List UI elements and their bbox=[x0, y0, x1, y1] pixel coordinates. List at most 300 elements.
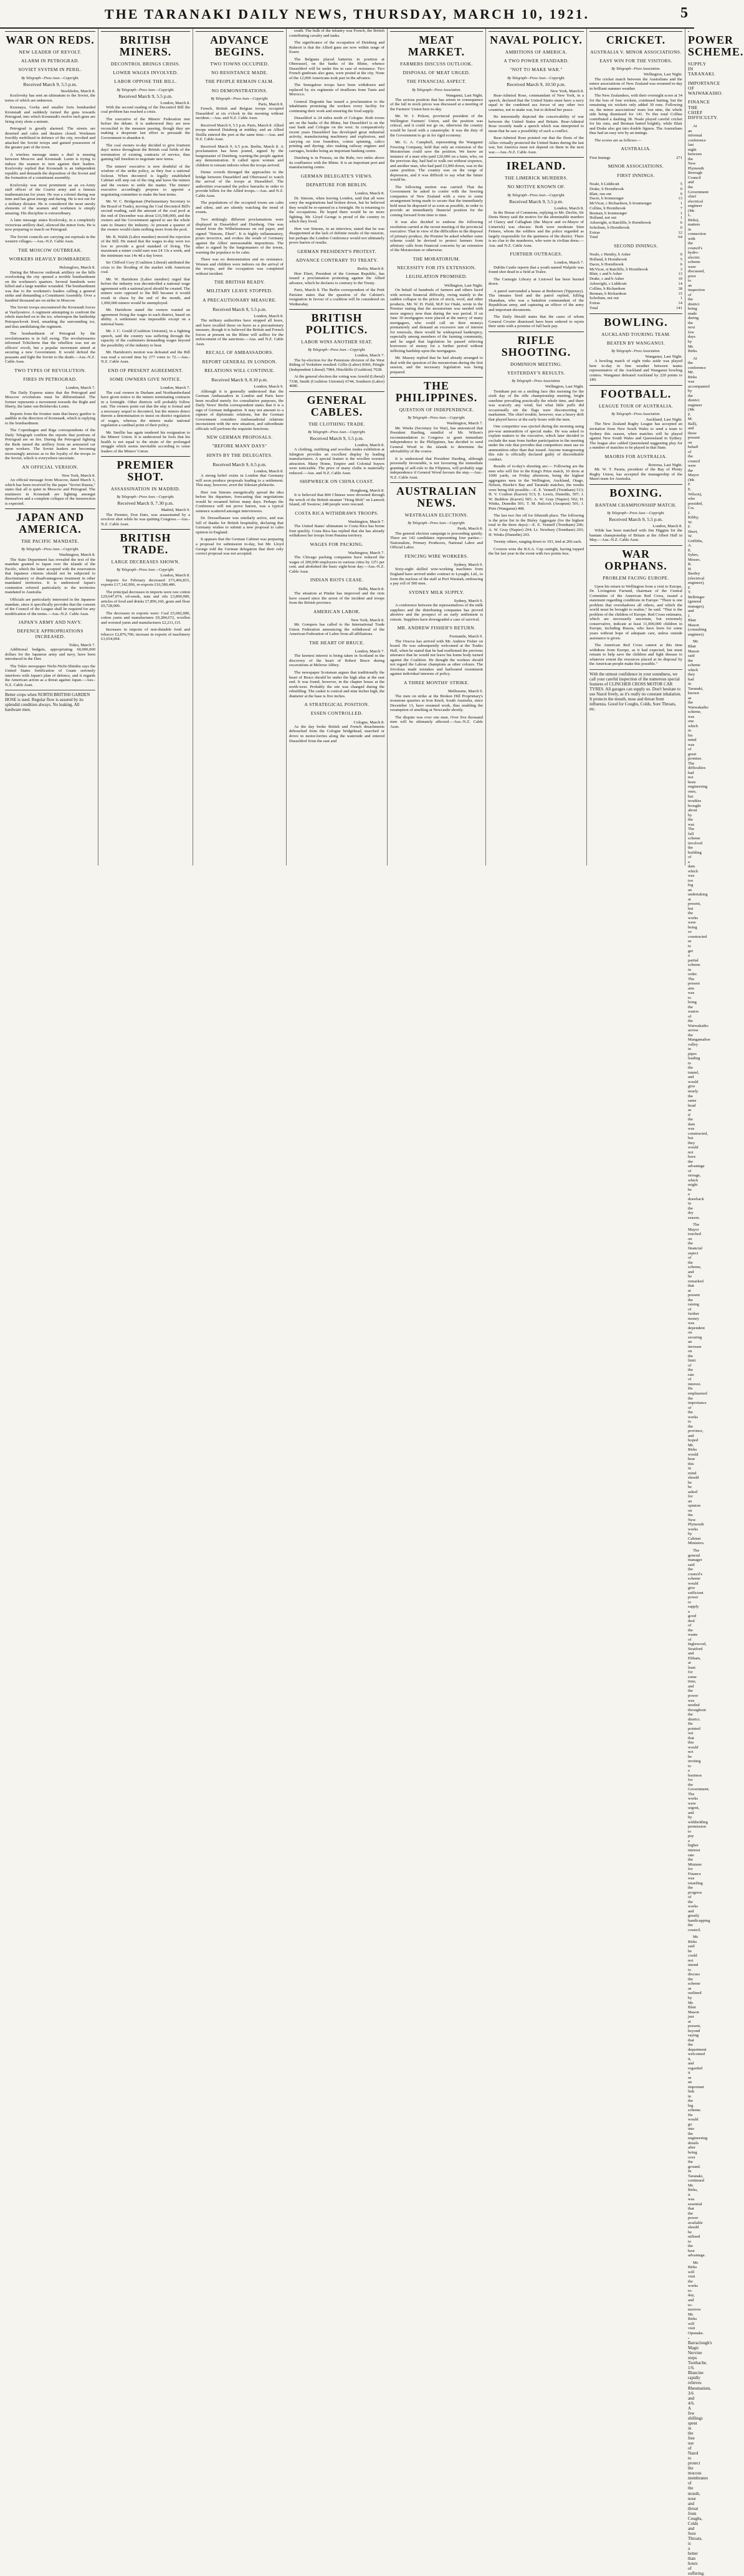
body-paragraph: A strong belief exists in London that Germany will soon produce proposals leading to a settlement. This may, however, avert the Silesian plebiscite. bbox=[196, 474, 284, 488]
dateline: New York, March 8. bbox=[62, 473, 95, 478]
body-paragraph: Mr. W. C. Bridgeman (Parliamentary Secretary to the Board of Trade), moving the Coal Decontrol Bill's second reading, said the amount of the coal pool at the end of December was about £16,500,000, and the owners and the Government agreed to use the whole sum to finance the industry. At present a quarter of the owners would claim nothing more from the pool. bbox=[101, 199, 190, 232]
score-row bbox=[589, 262, 682, 267]
body-paragraph: Mr. J. C. Gould (Coalition Unionist), in a fighting speech, said the country was suffering through the rapacity of the coalminers demanding wages beyond the possibility of the industry to bear. bbox=[101, 329, 190, 348]
runs: 1 bbox=[680, 201, 682, 206]
body-paragraph: Mr. Gompers has called to the International Trade Union Federation announcing the withdrawal of the American Federation of Labor from all affiliations. bbox=[289, 623, 384, 637]
body-paragraph: The Tokio newspaper Nichi-Nichi-Shimbu says the United States fortification of Guam seriously interferes with Japan's plan of defence, and it regards the American action as a threat against Japan.—Aus.-N.Z. Cable Assn. bbox=[5, 664, 95, 687]
article-subheading: THE HEART OF BRUCE. bbox=[309, 639, 365, 646]
dateline: London, March 7. bbox=[355, 353, 384, 358]
body-paragraph: Mr. W. T. Parata, president of the Bay of Plenty Rugby Union, has accepted the managership of the Maori team for Australia. bbox=[589, 467, 682, 482]
article-subheading: EASY WIN FOR THE VISITORS. bbox=[599, 58, 672, 64]
article-subheading: QUESTION OF INDEPENDENCE. bbox=[399, 407, 474, 413]
article bbox=[589, 484, 682, 543]
dateline: London, March 8. bbox=[355, 442, 384, 447]
headline-rule bbox=[289, 309, 384, 310]
article-subheading: WESTRALIAN ELECTIONS. bbox=[404, 512, 469, 518]
article bbox=[196, 280, 284, 346]
runs: 5 bbox=[680, 181, 682, 186]
body-paragraph: Trentham put on a smiling face this morning for the sixth day of the rifle championship meeting, bright sunshine prevailing practically the whole time, and there was scarcely any wind, but what little puffs did occasionally stir the flags were disconcerting to marksmen. The chief trouble, however, was a heavy drift that played havoc at the early hours with the men. bbox=[489, 389, 584, 422]
article bbox=[101, 368, 190, 454]
article-subheading: REPORT GENERAL IN LONDON. bbox=[202, 358, 277, 365]
article bbox=[390, 680, 483, 729]
body-paragraph: Mr. Birks will visit the works to-day, and to-morrow Mr. Birks will visit Opunake. bbox=[688, 2260, 704, 2335]
byline: By Telegraph—Press Assn.—Copyright. bbox=[408, 522, 465, 526]
article-subheading: AUSTRALIA V. MINOR ASSOCIATIONS. bbox=[590, 49, 682, 55]
score-row bbox=[589, 292, 682, 297]
body-paragraph: The Soviet troops encountered the Kronstadt forces at Vasilyostrov. A regiment attempting to confront the rebels marched on to the ice, whereupon the battleship Petropavlovsk fired, smashing the surrounding ice, and thus annihilating the regiment. bbox=[5, 305, 95, 329]
article-headline: PREMIER SHOT. bbox=[117, 459, 174, 484]
dateline: Paris, March 8. bbox=[258, 102, 284, 107]
body-paragraph: Croxton wins the B.S.A. Cup outright, having topped the list last year in the event with two points less. bbox=[489, 546, 584, 556]
body-paragraph: Mr. Smillie has again tendered his resignation to the Miners' Union. It is understood he feels that his health is not equal to the strain of the prolonged struggle which seems inevitable according to some leaders of the Miners' Union. bbox=[101, 430, 190, 454]
article-headline: BRITISH POLITICS. bbox=[305, 312, 368, 336]
runs: 14 bbox=[678, 282, 682, 287]
article-subheading: GERMAN DELEGATE'S VIEWS. bbox=[300, 173, 373, 179]
article-headline: NAVAL POLICY. bbox=[490, 34, 583, 46]
runs: 14 bbox=[678, 301, 682, 306]
article bbox=[589, 454, 682, 482]
column-2 bbox=[98, 29, 193, 866]
article-subheading: NEW GERMAN PROPOSALS. bbox=[206, 434, 273, 441]
article-subheading: ASSASSINATION IN MADRID. bbox=[110, 486, 181, 492]
headline-rule bbox=[101, 529, 190, 530]
byline: By Telegraph—Press Assn.—Copyright. bbox=[507, 76, 565, 80]
body-paragraph: Wilde has been matched with Jim Higgins for the bantam championship of Britain at the Albert Hall in May.—Aus.-N.Z. Cable Assn. bbox=[589, 528, 682, 543]
body-paragraph: Upon his return to Wellington from a visit to Europe, Dr. Livingston Farrand, chairman of the Central Committee of the American Red Cross, issued a statement regarding conditions in Europe: "There is one problem that overshadows all others, and which the world must be brought to realise," he said. "That is the problem of the children of Europe. Red Cross estimates, which are necessarily uncertain, but extremely conservative, indicate at least 11,000,000 children in Europe, including Russia, who have been for some years without hope of adequate care, unless outside assistance is given. bbox=[589, 584, 682, 641]
article-subheading: LABOR OPPOSE THE BILL. bbox=[114, 79, 177, 85]
article-subheading: FINANCE THE CHIEF DIFFICULTY. bbox=[688, 99, 718, 121]
article-subheading: DEFENCE APPROPRIATIONS INCREASED. bbox=[17, 628, 83, 639]
score-row bbox=[589, 272, 682, 277]
article-headline: BOXING. bbox=[609, 486, 662, 499]
article-headline: WAR ON REDS. bbox=[6, 34, 95, 46]
dateline: Stockholm, March 8. bbox=[60, 88, 95, 93]
body-paragraph: Mr. Massey replied that he had already arranged to deal with the question of the moratorium during the first session, and the necessary legislation was being prepared. bbox=[390, 356, 483, 374]
batsman: Neale, b Liddicutt bbox=[589, 181, 619, 186]
body-paragraph: One competitor was ejected during the morning using pre-war ammunition of special make. He was asked to explain matters to the executive, which later decided to exclude the man from further participation in the meeting under the rule that provides that competitors must use no ammunition other than that issued. Anyone transgressing this rule is officially declared guilty of discreditable conduct. bbox=[489, 424, 584, 462]
body-paragraph: There was no demonstration and no resistance. Women and children were indoors on the arrival of the troops, and the occupation was completed without incident. bbox=[196, 257, 284, 276]
article-subheading: THE FINANCIAL ASPECT. bbox=[406, 79, 467, 85]
body-paragraph: A wireless message states a duel is ensuing between Moscow and Kronstadt. Lenin is trying to induce the seamen to turn against their leaders. Kozlovsky replied that Kronstadt is an independent republic and demands the deposition of the Soviet and the formation of a constituent assembly. bbox=[5, 152, 95, 181]
dateline: Auckland, Last Night. bbox=[646, 417, 682, 422]
score-heading: MINOR ASSOCIATIONS. bbox=[608, 163, 664, 169]
runs: 0 bbox=[680, 186, 682, 191]
article bbox=[289, 249, 384, 307]
article-subheading: LABOR WINS ANOTHER SEAT. bbox=[301, 339, 373, 345]
body-paragraph: The miners' executive is now doubtful of the wisdom of the strike policy, as they fear a national lockout. When decontrol is legally established Cabinet will step out of the ring and leave the miners and the owners to settle the matter. The miners' executive accordingly propose to appoint a negotiating committee to make the best terms. bbox=[101, 164, 190, 197]
article-subheading: THE BRITISH READY. bbox=[214, 279, 265, 285]
body-paragraph: The executive of the Miners' Federation met before the debate. It is understood they are now reconciled to the measure passing, though they are making a desperate last effort to persuade the Government to abandon it. bbox=[101, 117, 190, 140]
article bbox=[589, 669, 682, 712]
byline: By Telegraph—Press Assn.—Copyright. bbox=[408, 416, 465, 421]
article-headline: MEAT MARKET. bbox=[408, 34, 465, 58]
batsman: Collins, b Richardson bbox=[589, 286, 626, 291]
article-subheading: THE MORATORIUM. bbox=[413, 255, 460, 262]
byline: By Telegraph—Press Assn.—Copyright. bbox=[507, 193, 565, 198]
body-paragraph: Increases in imports of non-dutiable food and tobacco £2,876,706; increase in exports of machinery £3,654,094. bbox=[101, 627, 190, 642]
batsman: Arkwright, st Ratcliffe, b Hornibrook bbox=[589, 221, 651, 226]
body-paragraph: Sixty-eight skilled wire-working machines from England have arrived under contract to Lysaght, Ltd., to form the nucleus of the staff at Port Waratah, embracing a pay roll of 500 men. bbox=[390, 567, 483, 586]
batsman: First Innings bbox=[589, 155, 611, 160]
body-paragraph: Dense crowds thronged the approaches to the bridge between Dusseldorf and Oberrassel to watch the arrival of the troops at Dusseldorf. The authorities evacuated the police barracks in order to provide billets for the Allied troops.—Aus. and N.Z. Cable Assn. bbox=[196, 170, 284, 198]
batsman: Holland, b Hornibrook bbox=[589, 257, 627, 262]
byline: By Telegraph—Press Assn.—Copyright. bbox=[607, 511, 665, 515]
article-subheading: DECONTROL BRINGS CRISIS. bbox=[110, 60, 181, 67]
article-subheading: JAPAN'S ARMY AND NAVY. bbox=[18, 619, 82, 626]
article-subheading: ALARM IN PETROGRAD. bbox=[21, 58, 80, 64]
body-paragraph: Dr. Simons, when leaving London, said that all were sorry the negotiations had broken down, but he believed they would be re-opened in a fortnight. He is returning to the occupations. He hoped there would be no more fighting. Mr. Lloyd George is proud of the country in which they lived. bbox=[289, 196, 384, 224]
dateline: Sydney, March 9. bbox=[454, 563, 483, 568]
body-paragraph: Two strikingly different proclamations were displayed in Dusseldorf and Duisberg. One was issued from the Wilhelmstrasse on red paper, and signed "Simons, Ebert". It is highly inflammatory, pours invective, and evokes the wrath of Germany against the Allies' unreasonable impositions. The other is signed by the burgomasters of the towns, warning the populace to be calm. bbox=[196, 217, 284, 255]
article bbox=[589, 313, 682, 383]
received-time: Received March 9, 7.30 p.m. bbox=[117, 500, 174, 507]
article bbox=[390, 590, 483, 623]
body-paragraph: Mr. W. J. Polson, provincial president of the Wellington Farmers' Union, said the position was critical, and it could not go on, otherwise the country would be faced with a catastrophe. It was the duty of the Government to go in for rigid economy. bbox=[390, 114, 483, 138]
article-subheading: FENCING WIRE WORKERS. bbox=[404, 553, 469, 559]
body-paragraph: Duisberg is in Prussia, on the Ruhr, two miles above its confluence with the Rhine. It is an important port and manufacturing centre. bbox=[289, 156, 384, 170]
headline-rule bbox=[5, 508, 95, 509]
byline: By Telegraph—Press Association. bbox=[412, 88, 461, 92]
byline: By Telegraph—Press Association. bbox=[611, 413, 661, 417]
article-subheading: FARMERS DISCUSS OUTLOOK. bbox=[400, 60, 473, 67]
byline: By Telegraph—Press Assn.—Copyright. bbox=[117, 495, 174, 500]
article-headline: CRICKET. bbox=[606, 34, 666, 46]
body-paragraph: A patrol surrounded a house at Redstown (Tipperary). The inmates fired and the patrol replied, killing Shanahan, who was a battalion commandant of the Republican army, and capturing an officer of the army and important documents. bbox=[489, 289, 584, 312]
article-subheading: FIRES IN PETROGRAD. bbox=[23, 376, 77, 382]
article-subheading: "BEFORE MANY DAYS" bbox=[212, 443, 267, 449]
article bbox=[5, 620, 95, 687]
body-paragraph: At the conference Mr. Birks was accompanied by the district engineer (Mr. F. M. Ball), and those present on behalf of the council were the Mayor (Mr. F. E. Wilson), who presided, Crs. J. Kibby, W. F. Short, W. Griffiths, A. E. Sykes, Messrs. R. H. Bartley (electrical engineer), F. T. Bellringer (general manager), and J. Blair Mason (consulting engineer). bbox=[688, 356, 710, 637]
article-subheading: A PRECAUTIONARY MEASURE. bbox=[203, 297, 277, 303]
score-row bbox=[589, 277, 682, 282]
article bbox=[489, 252, 584, 329]
article bbox=[289, 702, 384, 743]
batsman: Blair, c and b Asher bbox=[589, 272, 622, 277]
article-subheading: DISPOSAL OF MEAT URGED. bbox=[403, 70, 470, 76]
article-headline: WAR ORPHANS. bbox=[604, 547, 667, 572]
body-paragraph: A bowling match of eight rinks aside was played here to-day in fine weather between teams representative of the Auckland and Wanganui bowling centres. Wanganui defeated Auckland by 220 points to 180. bbox=[589, 359, 682, 383]
article bbox=[390, 257, 483, 374]
headline-rule bbox=[688, 31, 689, 32]
body-paragraph: The New Zealanders, with their overnight score at 34 for the loss of four wickets, continued batting, but the remaining six wickets only added 30 runs. Following on, the minor associations' team lost nine, the whole side being dismissed for 141. To this total Collins contributed a dashing 38. Neale played careful cricket for his runs, and Berman batted brightly, while Blair and Drake also got into double figures. The Australians thus had an easy win by an innings. bbox=[589, 93, 682, 136]
dateline: Wanganui, Last Night. bbox=[645, 355, 682, 359]
article bbox=[196, 350, 284, 431]
body-paragraph: The Daily Herald states that the cases of whom General Crozier dismissed have been ordered to rejoin their units with a promise of full back pay. bbox=[489, 315, 584, 329]
article-headline: GENERAL CABLES. bbox=[307, 393, 367, 418]
article bbox=[289, 641, 384, 699]
headline-rule bbox=[589, 385, 682, 386]
column-6 bbox=[486, 29, 587, 866]
dateline: Wanganui, Last Night. bbox=[446, 93, 483, 98]
batsman: Blair, run out bbox=[589, 191, 612, 196]
runs: 12 bbox=[678, 230, 682, 235]
body-paragraph: It is understood that President Harding, although personally favourable, is not favouring the immediate granting of self-rule to the Filipinos, will probably urge independence if General Wood favours the step.—Aus.-N.Z. Cable Assn. bbox=[390, 456, 483, 480]
body-paragraph: Mr. Hartshorn's motion was defeated and the Bill was read a second time by 277 votes to 72.—Aus.-N.Z. Cable Assn. bbox=[101, 350, 190, 365]
body-paragraph: He interestedly depicted the conceivability of war between the United States and Britain. Rear-Admiral Rose recently made a speech which was interpreted to mean that he saw a possibility of such a conflict. bbox=[489, 115, 584, 133]
article bbox=[390, 554, 483, 586]
dateline: Rotorua, Last Night. bbox=[648, 462, 682, 467]
dateline: London, March 7. bbox=[65, 386, 95, 391]
column-4 bbox=[287, 29, 388, 866]
received-time: Received March 9, 5.5 p.m. bbox=[212, 306, 267, 312]
column-7 bbox=[587, 29, 685, 866]
batsman: Berman, b Ironmonger bbox=[589, 211, 627, 216]
dateline: Helsingfors, March 8. bbox=[59, 265, 95, 270]
score-row bbox=[589, 282, 682, 287]
runs: 6 bbox=[680, 221, 682, 226]
byline: By Telegraph—Press Assn.—Copyright. bbox=[117, 88, 174, 92]
dateline: New York, March 8. bbox=[550, 88, 584, 93]
article-headline: POWER SCHEME. bbox=[688, 34, 744, 58]
dateline: London, March 7. bbox=[554, 260, 584, 265]
article bbox=[289, 578, 384, 605]
article-subheading: MR. ANDREW FISHER'S RETURN. bbox=[397, 625, 476, 631]
article-subheading: TWO TYPES OF REVOLUTION. bbox=[14, 367, 86, 373]
advertisement: With the utmost confidence in your soundness, we call your careful inspection of the numerous special features of CLINCHER CROSS MOTOR CAR TYRES. All garages can supply us. Don't hesitate to use Nazol freely, as it's really no constant inhalation. It protects the mouth, nose and throat from influenza. Good for Coughs, Colds, Sore Throats, etc. bbox=[589, 669, 682, 712]
dateline: Wellington, Last Night. bbox=[643, 72, 682, 77]
article-headline: RIFLE SHOOTING. bbox=[501, 333, 571, 358]
article bbox=[489, 157, 584, 248]
byline: By Telegraph—Press Assn.—Copyright. bbox=[308, 348, 366, 353]
body-paragraph: The dispute was over one man. Over five thousand men will be ultimately affected.—Aus.-N.Z. Cable Assn. bbox=[390, 715, 483, 729]
article bbox=[390, 31, 483, 253]
article-subheading: A THREE MONTHS' STRIKE. bbox=[403, 679, 469, 685]
body-paragraph: Petrograd is greatly alarmed. The streets are deserted and cafes and theatres closed. Workmen forcibly mobilised in defence of the city, revolted and attacked the Soviet troops and gained possession of the greater part of the town. bbox=[5, 126, 95, 150]
runs: 15 bbox=[678, 291, 682, 296]
article-subheading: SYDNEY MILK SUPPLY. bbox=[409, 589, 464, 595]
body-paragraph: The Chicago packing companies have reduced the wages of 200,000 employees in various cities by 12½ per cent. and abolished the basic eight-hour day.—Aus.-N.Z. Cable Assn. bbox=[289, 555, 384, 574]
batsman: Scholium, b Hornibrook bbox=[589, 225, 630, 230]
article-subheading: NO RESISTANCE MADE. bbox=[211, 70, 268, 76]
score-row bbox=[589, 206, 682, 211]
body-paragraph: It is believed that 800 Chinese were drowned through the wreck of the British steamer "Hong Moh" on Lamock Island, off Swatow; 248 people were rescued. bbox=[289, 493, 384, 507]
dateline: Delhi, March 8. bbox=[358, 586, 384, 591]
body-paragraph: south. The bulk of the infantry was French, the British contributing cavalry and tanks. bbox=[289, 29, 384, 38]
received-time: Received March 9, 5.5 p.m. bbox=[23, 81, 77, 87]
scorecard bbox=[589, 182, 682, 240]
dateline: London, March 7. bbox=[160, 386, 190, 391]
score-subheading: FIRST INNINGS. bbox=[617, 172, 655, 178]
article bbox=[5, 368, 95, 461]
body-paragraph: Mr. Blair Mason said the scheme which they had in Taranaki, known as the Waiwakaiho scheme, was one which in his mind was of great promise. The difficulties had not been engineering ones, but troubles brought about by the war. The full scheme involved the building of a dam which was too big an undertaking at present, but the works were being so constructed as to get a partial scheme in order. The present aim was to bring the waters of the Waiwakaiho across the Mangamahoe valley in pipes leading to the tunnel, and would give nearly the same head as if the dam was constructed, but they would not have the advantage of storage, which might be a drawback in the dry season. bbox=[688, 639, 710, 1220]
runs: 6 bbox=[680, 262, 682, 267]
dateline: Perth, March 8. bbox=[457, 527, 483, 532]
column-1 bbox=[2, 29, 98, 866]
headline-rule bbox=[390, 377, 483, 378]
body-paragraph: The last two fire off for fifteenth place. The following is the prize list in the Bisley Aggregate (for the highest total in the three days):—E. E. Vennell (Trentham) 206; A. W. Gray (Napier) 204; Lt. Newbury (Trentham) 203; H. Winks (Dunedin) 203. bbox=[489, 513, 584, 537]
article-subheading: MAORIS FOR AUSTRALIA. bbox=[604, 453, 667, 459]
article bbox=[289, 309, 384, 389]
article bbox=[289, 542, 384, 575]
received-time: Received March 9, 10.50 p.m. bbox=[507, 81, 566, 87]
body-paragraph: With the second reading of the Decontrol Bill the coal problem has reached a crisis. bbox=[101, 105, 190, 115]
dateline: Melbourne, March 9. bbox=[447, 689, 483, 694]
score-heading: AUSTRALIA. bbox=[621, 146, 651, 152]
article-subheading: LOWER WAGES INVOLVED. bbox=[113, 70, 178, 76]
body-paragraph: The decreases in exports were: Coal £5,682,000, cotton yarns and manufactures £9,284,672, woollen and worsted yarns and manufactures £2,211,115. bbox=[101, 611, 190, 625]
runs: 1 bbox=[680, 216, 682, 221]
article-subheading: THE PEOPLE REMAIN CALM. bbox=[205, 79, 274, 85]
runs: 9 bbox=[680, 191, 682, 196]
batsman: Extras bbox=[589, 230, 600, 235]
runs: 38 bbox=[678, 286, 682, 291]
body-paragraph: Dusseldorf is 24 miles north of Cologne. Both towns are on the banks of the Rhine, but Dusseldorf is on the east bank and Cologne on the west. In comparatively recent years Dusseldorf has developed great industrial activity, manufacturing machinery and explosives, and carrying on iron foundries, cotton spinning, calico printing and dyeing; also making railway engines and carriages, besides being an important banking centre. bbox=[289, 116, 384, 153]
article bbox=[101, 31, 190, 365]
headline-rule bbox=[101, 31, 190, 32]
body-paragraph: The American Red Cross cannot at this time withdraw from Europe, as it had expected, but must remain to help save the children and fight disease to whatever extent the resources placed at its disposal by the American people make this possible." bbox=[589, 643, 682, 667]
byline: By Telegraph—Press Association. bbox=[512, 379, 561, 384]
body-paragraph: Mr. Hartshorn stated the owners wanted an agreement fixing the wages in each district, based on ability. A settlement was impossible except on a national basis. bbox=[101, 308, 190, 327]
dateline: Washington, March 8. bbox=[59, 553, 95, 558]
dateline: Washington, March 7. bbox=[446, 421, 483, 426]
score-subheading: SECOND INNINGS. bbox=[614, 243, 658, 249]
article-subheading: AUCKLAND TOURING TEAM. bbox=[601, 331, 671, 337]
body-paragraph: The men on strike at the Broken Hill Proprietary's ironstone quarries at Iron Knob, South Australia, since December 13, have resumed work, thus enabling the resumption of smelting at Newcastle shortly. bbox=[390, 694, 483, 713]
article-subheading: WAGES FOR PACKING. bbox=[310, 541, 364, 547]
article-subheading: HINTS BY THE DELEGATES. bbox=[206, 452, 273, 458]
batsman: Holland, not out bbox=[589, 216, 617, 221]
received-time: Received March 9, 6.5 p.m. bbox=[212, 461, 267, 467]
runs: 141 bbox=[676, 305, 682, 310]
article bbox=[688, 2338, 712, 2576]
article-subheading: PROBLEM FACING EUROPE. bbox=[603, 575, 669, 581]
article-subheading: FURTHER OUTRAGES. bbox=[510, 251, 563, 257]
article-subheading: A TWO POWER STANDARD. bbox=[503, 58, 569, 64]
score-row bbox=[589, 211, 682, 216]
article-subheading: THE MOSCOW OUTBREAK. bbox=[18, 247, 82, 253]
runs: 7 bbox=[680, 206, 682, 211]
received-time: Received March 9, 5.5 p.m. bbox=[509, 198, 563, 204]
body-paragraph: Rear-Admiral Rose pointed out that the fleets of the Allies virtually protected the United States during the last war, but America must not depend on them in the next war.—Aus.-N.Z. Cable Assn. bbox=[489, 136, 584, 155]
body-paragraph: Received March 9, 5.5 p.m. Paris, March 8. Allied troops entered Duisberg at midday, and an Allied flotilla entered the port at the same time.—Aus. and N.Z. Cable Assn. bbox=[196, 123, 284, 142]
advertisement: Barraclough's Magic Nervine stops Toothache, 1/6. Blancine rapidly relieves Rheumatism, 3/6 and 4/6. A few shillings spent in the free use of Nazol to protect the mucous membranes of the mouth, nose and throat from Coughs, Colds and Sore Throats, is a better than hours of suffering. bbox=[688, 2338, 689, 2576]
advertisement: Better crops when NORTH BRITISH GARDEN HOSE is used. Regular flow is assured by its splendid condition always. No leaking. All hardware men. bbox=[5, 690, 95, 712]
byline: By Telegraph—Press Assn.—Copyright. bbox=[21, 76, 79, 80]
headline-rule bbox=[589, 313, 682, 314]
body-paragraph: The New Zealand Rugby League has accepted an invitation from New South Wales to send a team to Sydney this season, when matches will be played against New South Wales and Queensland in Sydney. The league also cabled Queensland suggesting play for a number of matches to be played in that State. bbox=[589, 422, 682, 451]
body-paragraph: Herr von Simons energetically spread the idea before his departure, forecasting that negotiations would be resumed before many days. Perhaps the Conference will not prove barren, was a typical sentence scattered amongst interviewers. bbox=[196, 490, 284, 513]
article-subheading: LEGISLATION PROMISED. bbox=[406, 274, 467, 280]
article-subheading: MILITARY LEAVE STOPPED. bbox=[206, 288, 273, 294]
body-paragraph: The coal owners to-day decided to give fourteen days' notice throughout the British coal fields of the termination of existing contracts of service, thus gaining full freedom to negotiate new terms. bbox=[101, 143, 190, 162]
body-paragraph: Kozlovsky was most prominent as an ex-Army staff officer of the Czarist army and a famous mathematician for years. He was a colonel during war time and has great energy and daring. He is not out for a military dictator. He is considered the most unruly elements of the seamen and workmen is simply amazing. His discipline is extraordinary. bbox=[5, 183, 95, 216]
body-paragraph: The Copenhagen and Riga correspondents of the Daily Telegraph confirm the reports that portions of Petrograd are on fire. During the Petrograd fighting the Reds turned the artillery from an armoured car upon workers. The Soviet leaders are becoming increasingly anxious as to the loyalty of the troops to the Soviet, which is everywhere uncertain. bbox=[5, 428, 95, 461]
byline: By Telegraph—Press Assn.—Copyright. bbox=[21, 548, 79, 552]
column-area bbox=[2, 29, 744, 2576]
article-subheading: BEATEN BY WANGANUI. bbox=[606, 340, 665, 346]
body-paragraph: The newspaper Scotsman argues that traditionally the heart of Bruce should be under the high altar at the east end. It was found, however, in the chapter house at the north-west. Probably the site was changed during the rebuilding. The casket is conical and nine inches high, the diameter at the base is five inches. bbox=[289, 670, 384, 699]
dateline: Washington, March 7. bbox=[348, 551, 384, 556]
article-subheading: LEAGUE TOUR OF AUSTRALIA. bbox=[598, 403, 674, 409]
runs: 13 bbox=[678, 196, 682, 201]
runs: 5 bbox=[680, 257, 682, 262]
article-subheading: WORKERS HEAVILY BOMBARDED. bbox=[9, 256, 92, 262]
byline: By Telegraph—Press Assn.—Copyright. bbox=[117, 568, 174, 573]
dateline: Washington, March 7. bbox=[348, 519, 384, 524]
byline: By Telegraph—Press Assn.—Copyright. bbox=[211, 97, 269, 101]
batsman: Total bbox=[589, 235, 598, 240]
article-subheading: AMERICAN LABOR. bbox=[313, 608, 361, 614]
batsman: Berman, b Richardson bbox=[589, 291, 627, 296]
dateline: Tokio, March 7. bbox=[69, 642, 95, 647]
body-paragraph: Paris, March 8. The Berlin correspondent of the Petit Parisien states that the question of the Cabinet's resignation in favour of a coalition will be considered on Wednesday. bbox=[289, 288, 384, 307]
batsman: Scholium, not out bbox=[589, 296, 619, 301]
body-paragraph: Herr von Simons, in an interview, stated that he was disappointed at the lack of definite results of the mission, but perhaps the London Conference would not ultimately prove barren of results. bbox=[289, 226, 384, 246]
runs: 0 bbox=[680, 252, 682, 257]
article-subheading: SHIPWRECK ON CHINA COAST. bbox=[299, 479, 374, 485]
article bbox=[289, 391, 384, 476]
article-headline: ADVANCE BEGINS. bbox=[210, 34, 269, 58]
body-paragraph: The State Department has revealed the text of the mandate granted to Japan over the islands of the Pacific, which the latter accepted with the reservation that Japanese citizens should not be subjected to discriminatory or disadvantageous treatment in other mandated territories. It is understood Japan's contention referred particularly to the territories mandated to Australia. bbox=[5, 557, 95, 595]
body-paragraph: Officials are particularly interested in the Japanese mandate, since it specifically provides that the consent of the Council of the League shall be required for any modification of the terms.—Aus.-N.Z. Cable Assn. bbox=[5, 597, 95, 616]
body-paragraph: Although it is generally understood that the German Ambassadors in London and Paris have been recalled merely for consultative purposes, the Daily News' Berlin correspondent states that it is a sign of German indignation. It may not amount to a rupture of diplomatic relations, but the German Government considers Ambassadorial relations inconsistent with the new situation, and subordinate officials will perform the requisite functions. bbox=[196, 389, 284, 431]
dateline: Hongkong, March 8. bbox=[350, 488, 384, 493]
body-paragraph: The keenest interest is being taken in Scotland in the discovery of the heart of Robert Bruce during excavations at Melrose Abbey. bbox=[289, 654, 384, 668]
body-paragraph: The cricket match between the Australians and the minor associations of New Zealand was resumed to-day in brilliant summer weather. bbox=[589, 77, 682, 91]
article bbox=[589, 545, 682, 667]
headline-rule bbox=[196, 31, 284, 32]
body-paragraph: Received March 9, 6.5 p.m. Berlin, March 8. A proclamation has been posted, signed by the burgomaster of Duisberg, warning the people against any demonstration. It called upon women and children to remain indoors when the troops arrived. bbox=[196, 144, 284, 168]
body-paragraph: The populations of the occupied towns are calm and silent, and are silently watching the trend of events. bbox=[196, 201, 284, 215]
score-row bbox=[589, 231, 682, 236]
dateline: Sydney, March 9. bbox=[454, 598, 483, 603]
body-paragraph: Dr. Dresselhauser was similarly active, and was full of thanks for British hospitality, declaring that Germany wishes to submit a new proposal to calm opinion in England. bbox=[196, 516, 284, 535]
article-headline: BRITISH MINERS. bbox=[119, 34, 172, 58]
article-subheading: LARGE DECREASES SHOWN. bbox=[111, 559, 180, 565]
article-subheading: YESTERDAY'S RESULTS. bbox=[507, 370, 565, 376]
body-paragraph: Mr. G. A. Campbell, representing the Wanganui Freezing Company, held that only an extension of the Moratorium could save the position. We know an instance of a man who paid £20,000 on a farm, who, on the previous day, had had to walk out without sixpence, and another man, who had paid £3,000 down, was in the same position. The country was on the verge of depression, and it was difficult to say what the future would be. bbox=[390, 140, 483, 183]
article-subheading: GERMAN PRESIDENT'S PROTEST. bbox=[297, 248, 376, 254]
article bbox=[390, 482, 483, 550]
body-paragraph: On behalf of hundreds of farmers and others faced with serious financial difficulty, owing mainly to the sudden collapse in the prices of stock, wool, and other products, Mr. W. H. Field, M.P. for Otaki, wrote to the Premier stating that the moratorium was needed with more urgency now than during the war period. If on June 30 mortgagees were placed at the mercy of many mortgagees, who could call on their moneys prematurely and demand an excessive rate of interest for renewals, there would be widespread bankruptcy, especially among members of the farming community, and he urged that legislation be passed relieving borrowers of money for a further period without inflicting hardship upon the mortgagees. bbox=[390, 288, 483, 353]
received-time: Received March 9, 5.5 p.m. bbox=[310, 435, 364, 441]
body-paragraph: A later message states Kozlovsky, in a completely victorious artillery duel, silenced the minor forts. He is now preparing to march on Petrograd. bbox=[5, 218, 95, 232]
score-row bbox=[589, 306, 682, 311]
article-subheading: TWO TOWNS OCCUPIED. bbox=[210, 60, 269, 67]
article-headline: BOWLING. bbox=[604, 315, 668, 328]
body-paragraph: Rear-Admiral Rose, commandant of New York, in a speech, declared that the United States must have a navy equal to the combined sea forces of any other two countries, not to make war, but to defend her peace. bbox=[489, 93, 584, 112]
batsman: Total bbox=[589, 305, 598, 310]
article bbox=[289, 511, 384, 538]
dateline: London, March 8. bbox=[254, 313, 284, 318]
article-subheading: NO MOTIVE KNOWN OF. bbox=[507, 184, 565, 190]
body-paragraph: In the House of Commons, replying to Mr. Devlin, Sir Denis Henry said the motive for the abominable murders of Clancy and Callaghan (the Mayor and ex-Mayor of Limerick) was obscure. Both were moderate Sinn Feiners, whom the soldiers and the police regarded as largely responsible for the quietness of the district. There is no clue to the murderers, who were in civilian dress.—Aus. and N.Z. Cable Assn. bbox=[489, 210, 584, 248]
body-paragraph: The significance of the occupation of Duisberg and Ruhrort is that the Allied guns are now within range of Essen. bbox=[289, 41, 384, 55]
score-row bbox=[589, 221, 682, 226]
article bbox=[589, 31, 682, 311]
article-subheading: COSTA RICA WITHDRAWS TROOPS. bbox=[295, 510, 379, 516]
article-subheading: THE PACIFIC MANDATE. bbox=[21, 538, 79, 545]
column-3 bbox=[193, 29, 287, 866]
score-row bbox=[589, 216, 682, 221]
article-headline: AUSTRALIAN NEWS. bbox=[396, 485, 477, 510]
score-row bbox=[589, 226, 682, 231]
article-headline: JAPAN AND AMERICA. bbox=[16, 511, 85, 536]
headline-rule bbox=[5, 31, 95, 32]
body-paragraph: It was also decided to endorse the following resolution carried at the recent meeting of the provincial executive: That in view of the difficulties in the disposal of primary produce, the Premier be asked whether some scheme could be devised to protect farmers from arbitrary calls from financial concerns by an extension of the Moratorium or otherwise. bbox=[390, 220, 483, 253]
runs: 10 bbox=[678, 277, 682, 282]
headline-rule bbox=[390, 31, 483, 32]
dateline: Berlin, March 8. bbox=[357, 267, 384, 272]
byline: By Telegraph—Press Assn.—Copyright. bbox=[308, 430, 366, 434]
body-paragraph: The scores are as follows:— bbox=[594, 138, 642, 143]
article-subheading: SOME OWNERS GIVE NOTICE. bbox=[109, 376, 181, 382]
body-paragraph: Kozlovsky has sent an ultimatum to the Soviet, the terms of which are unknown. bbox=[5, 93, 95, 103]
batsman: Neale, c Hendry, b Asher bbox=[589, 252, 631, 257]
body-paragraph: Twenty others, ranging down to 193, tied at 206 each. bbox=[494, 540, 583, 545]
body-paragraph: The general manager said the council's scheme would give sufficient power to supply a good deal of the wants of Inglewood, Stratford and Eltham, at least for some time, and the power was needed throughout the district. He pointed out that this would not be inviting to a business for the Government. The works were urgent, and by withholding permission to pay a higher interest rate the Minister for Finance was retarding the progress of the works and greatly handicapping the council. bbox=[688, 1548, 710, 1932]
byline: By Telegraph—Press Association. bbox=[611, 67, 661, 72]
